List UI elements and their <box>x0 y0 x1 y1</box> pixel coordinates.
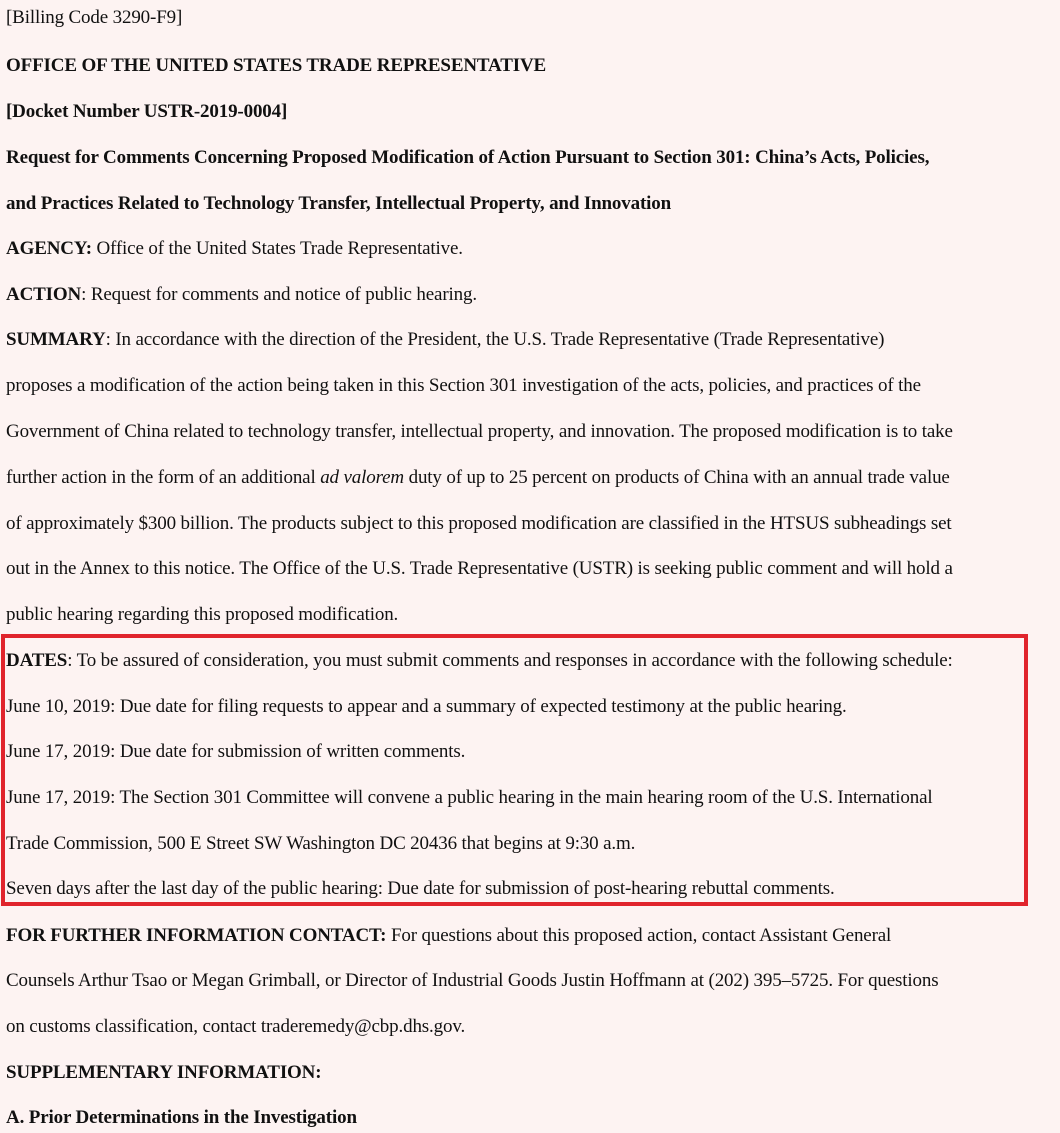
agency-label: AGENCY: <box>6 238 92 259</box>
billing-code: [Billing Code 3290-F9] <box>6 7 183 28</box>
dates-label: DATES <box>6 650 68 671</box>
dates-highlight-box <box>1 634 1028 906</box>
dates-item-3-line-1: June 17, 2019: The Section 301 Committee will convene a public hearing in the main hearing room of the U.S. International <box>6 787 933 808</box>
contact-label: FOR FURTHER INFORMATION CONTACT: <box>6 925 387 946</box>
action-label: ACTION <box>6 284 82 305</box>
action-text: : Request for comments and notice of public hearing. <box>81 284 477 305</box>
summary-line-4 <box>6 466 950 490</box>
dates-item-3-line-2: Trade Commission, 500 E Street SW Washington DC 20436 that begins at 9:30 a.m. <box>6 833 636 854</box>
docket-number: [Docket Number USTR-2019-0004] <box>6 101 288 122</box>
summary-line-5: of approximately $300 billion. The products subject to this proposed modification are classified in the HTSUS subheadings set <box>6 513 952 534</box>
agency-paragraph <box>6 237 463 261</box>
action-paragraph <box>6 283 477 307</box>
dates-intro: : To be assured of consideration, you must submit comments and responses in accordance with the following schedule: <box>67 650 953 671</box>
summary-label: SUMMARY <box>6 329 106 350</box>
dates-item-2: June 17, 2019: Due date for submission of written comments. <box>6 741 466 762</box>
contact-line-1 <box>6 924 891 948</box>
dates-item-1: June 10, 2019: Due date for filing requests to appear and a summary of expected testimony at the public hearing. <box>6 696 847 717</box>
contact-line-2: Counsels Arthur Tsao or Megan Grimball, or Director of Industrial Goods Justin Hoffmann at (202) 395–5725. For questions <box>6 970 939 991</box>
prior-determinations-heading: A. Prior Determinations in the Investigation <box>6 1107 357 1128</box>
title-line-2: and Practices Related to Technology Transfer, Intellectual Property, and Innovation <box>6 193 672 214</box>
supplementary-heading: SUPPLEMENTARY INFORMATION: <box>6 1062 322 1083</box>
office-heading: OFFICE OF THE UNITED STATES TRADE REPRESENTATIVE <box>6 55 547 76</box>
summary-line-6: out in the Annex to this notice. The Office of the U.S. Trade Representative (USTR) is seeking public comment and will hold a <box>6 558 953 579</box>
summary-line-7: public hearing regarding this proposed modification. <box>6 604 399 625</box>
title-line-1: Request for Comments Concerning Proposed Modification of Action Pursuant to Section 301: China’s Acts, Policies, <box>6 147 930 168</box>
summary-text-4-pre: further action in the form of an additional <box>6 467 321 488</box>
dates-intro-line <box>6 649 953 673</box>
agency-text: Office of the United States Trade Representative. <box>91 238 463 259</box>
summary-line-1 <box>6 328 884 352</box>
contact-text-1: For questions about this proposed action, contact Assistant General <box>386 925 892 946</box>
contact-line-3: on customs classification, contact traderemedy@cbp.dhs.gov. <box>6 1016 466 1037</box>
summary-line-2: proposes a modification of the action being taken in this Section 301 investigation of the acts, policies, and practices of the <box>6 375 921 396</box>
dates-item-4: Seven days after the last day of the public hearing: Due date for submission of post-hearing rebuttal comments. <box>6 878 835 899</box>
summary-text-1: : In accordance with the direction of the President, the U.S. Trade Representative (Trade Representative) <box>105 329 885 350</box>
ad-valorem-italic: ad valorem <box>320 467 404 488</box>
summary-line-3: Government of China related to technology transfer, intellectual property, and innovation. The proposed modification is to take <box>6 421 953 442</box>
summary-text-4-post: duty of up to 25 percent on products of China with an annual trade value <box>404 467 950 488</box>
